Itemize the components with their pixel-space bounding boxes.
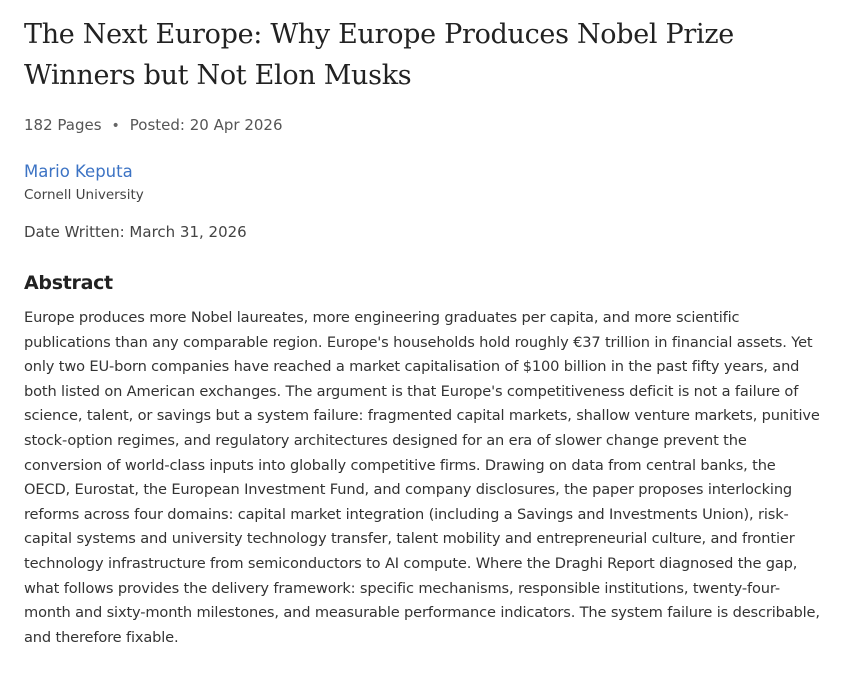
page-count: 182 Pages (24, 116, 102, 134)
date-written: Date Written: March 31, 2026 (24, 223, 247, 241)
posted-date: Posted: 20 Apr 2026 (129, 116, 283, 134)
abstract-text: Europe produces more Nobel laureates, more engineering graduates per capita, and more scientific publications than any comparable region. Europe's households hold roughly €37 trillion in financial assets. Yet only two EU-born companies have reached a market capitalisation of $100 billion in the past fifty years, and both listed on American exchanges. The argument is that Europe's competitiveness deficit is not a failure of science, talent, or savings but a system failure: fragmented capital markets, shallow venture markets, punitive stock-option regimes, and regulatory architectures designed for an era of slower change prevent the conversion of world-class inputs into globally competitive firms. Drawing on data from central banks, the OECD, Eurostat, the European Investment Fund, and company disclosures, the paper proposes interlocking reforms across four domains: capital market integration (including a Savings and Investments Union), risk-capital systems and university technology transfer, talent mobility and entrepreneurial culture, and frontier technology infrastructure from semiconductors to AI compute. Where the Draghi Report diagnosed the gap, what follows provides the delivery framework: specific mechanisms, responsible institutions, twenty-four-month and sixty-month milestones, and measurable performance indicators. The system failure is describable, and therefore fixable. (24, 309, 820, 646)
author-affiliation: Cornell University (24, 187, 144, 203)
paper-meta (24, 114, 824, 136)
paper-title: The Next Europe: Why Europe Produces Nobel Prize Winners but Not Elon Musks (24, 19, 734, 91)
paper-page (24, 0, 824, 650)
meta-separator: • (111, 118, 120, 134)
author-link[interactable]: Mario Keputa (24, 162, 133, 181)
abstract-heading: Abstract (24, 272, 113, 294)
